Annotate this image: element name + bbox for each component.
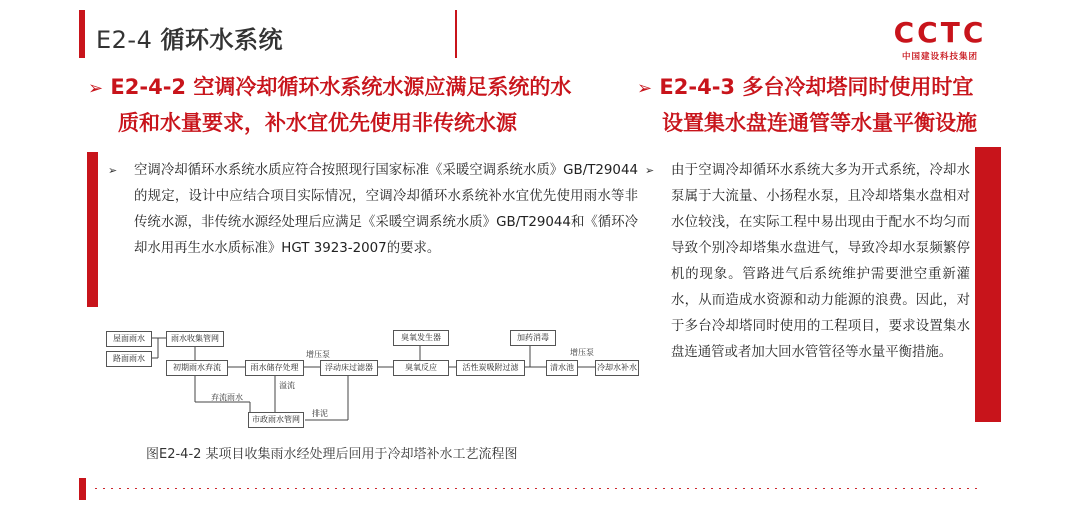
label-discard-rain: 弃流雨水 [211,393,243,402]
heading-e2-4-3 [637,70,987,141]
box-dosing: 加药消毒 [510,330,556,346]
label-drain: 排泥 [312,409,328,418]
label-overflow: 溢流 [279,381,295,390]
box-ozone-generator: 臭氧发生器 [393,330,449,346]
box-carbon-filter: 活性炭吸附过滤 [456,360,525,376]
left-body [108,158,638,262]
box-clear-pool: 清水池 [546,360,578,376]
heading-line-2: 设置集水盘连通管等水量平衡设施 [662,111,977,135]
box-municipal-net: 市政雨水管网 [248,412,304,428]
right-accent-bar [975,147,1001,422]
bullet-arrow-icon: ➢ [108,164,118,177]
logo-subtitle: 中国建设科技集团 [901,52,978,62]
box-initial-discard: 初期雨水弃流 [166,360,228,376]
heading-line-1: E2-4-3 多台冷却塔同时使用时宜 [659,75,974,99]
box-ozone-reaction: 臭氧反应 [393,360,449,376]
bullet-arrow-icon: ➢ [645,164,655,177]
box-roof-rain: 屋面雨水 [106,331,152,347]
box-floating-filter: 浮动床过滤器 [320,360,378,376]
box-cooling-makeup: 冷却水补水 [595,360,639,376]
heading-arrow-icon: ➢ [88,78,104,99]
section-name: 循环水系统 [160,26,284,54]
right-body [645,158,970,366]
heading-line-2: 质和水量要求，补水宜优先使用非传统水源 [118,111,517,135]
heading-e2-4-2 [88,70,648,141]
figure-caption: 图E2-4-2 某项目收集雨水经处理后回用于冷却塔补水工艺流程图 [146,447,518,462]
box-collect-net: 雨水收集管网 [166,331,224,347]
box-road-rain: 路面雨水 [106,351,152,367]
heading-arrow-icon: ➢ [637,78,653,99]
heading-line-1: E2-4-2 空调冷却循环水系统水源应满足系统的水 [110,75,572,99]
footer-accent-bar [79,478,86,500]
footer-dotted-line [92,487,980,489]
box-storage: 雨水储存处理 [245,360,304,376]
title-accent-bar [79,10,85,58]
cctc-logo [880,18,1000,64]
label-booster-pump-2: 增压泵 [570,348,594,357]
section-code: E2-4 [96,26,153,54]
slide-title [96,20,283,55]
process-flow-diagram [100,320,640,430]
left-paragraph: 空调冷却循环水系统水质应符合按照现行国家标准《采暖空调系统水质》GB/T29044的规定，设计中应结合项目实际情况，空调冷却循环水系统补水宜优先使用雨水等非传统水源，非传统水源经处理后应满足《采暖空调系统水质》GB/T29044和《循环冷却水用再生水水质标准》HGT 3923-2007的要求。 [134,163,638,256]
logo-text: CCTC [893,16,987,49]
label-booster-pump-1: 增压泵 [306,350,330,359]
header-divider [455,10,457,58]
right-paragraph: 由于空调冷却循环水系统大多为开式系统，冷却水泵属于大流量、小扬程水泵，且冷却塔集水盘相对水位较浅，在实际工程中易出现由于配水不均匀而导致个别冷却塔集水盘进气，导致冷却水泵频繁停机的现象。管路进气后系统维护需要泄空重新灌水，从而造成水资源和动力能源的浪费。因此，对于多台冷却塔同时使用的工程项目，要求设置集水盘连通管或者加大回水管管径等水量平衡措施。 [671,163,970,360]
left-accent-bar [87,152,98,307]
